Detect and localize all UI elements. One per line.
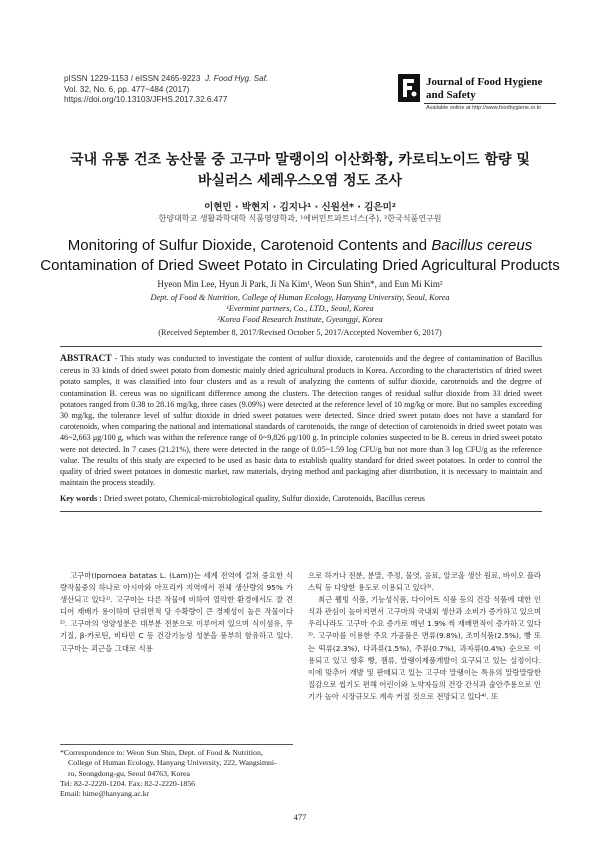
logo-divider (424, 103, 556, 104)
english-affiliations: Dept. of Food & Nutrition, College of Human Ecology, Hanyang University, Seoul, Korea ¹Evermint partners, Co., LTD., Seoul, Korea ²Korea Food Research Institute, Gyeonggi, Korea (150, 293, 450, 324)
body-paragraph: 최근 웰빙 식품, 기능성식품, 다이어트 식품 등의 건강 식품에 대한 인식과 관심이 높아지면서 고구마의 국내외 생산과 소비가 증가하고 있으며 우리나라도 고구마 수요 증가로 매년 1.9% 씩 재배면적이 증가하고 있다³⁾. 고구마를 이용한 주요 가공품은 면류(9.8%), 조미식품(2.5%), 빵 또는 떡류(2.3%), 다과류(1.5%), 주류(0.7%), 과자류(0.4%) 순으로 이용되고 있고 향후 빵, 잼류, 말랭이제품개발이 요구되고 있는 실정이다. 이에 맞추어 개발 및 판매되고 있는 고구마 말랭이는 특유의 말랑말랑한 질감으로 씹기도 편해 어린이와 노약자들의 건강 간식과 술안주용으로 인기가 높아 시장규모도 계속 커질 것으로 전망되고 있다⁴⁾. 또 (308, 595, 541, 701)
journal-abbr: J. Food Hyg. Saf. (204, 74, 269, 83)
doi-link[interactable]: https://doi.org/10.13103/JFHS.2017.32.6.477 (64, 95, 228, 104)
journal-logo-icon (398, 74, 420, 102)
abstract-section (60, 346, 542, 512)
english-authors: Hyeon Min Lee, Hyun Ji Park, Ji Na Kim¹, Weon Sun Shin*, and Eun Mi Kim² (157, 279, 443, 289)
issn: pISSN 1229-1153 / eISSN 2465-9223 (64, 74, 201, 83)
received-dates: (Received September 8, 2017/Revised October 5, 2017/Accepted November 6, 2017) (158, 328, 442, 337)
body-paragraph: 으로 하거나 전분, 분말, 주정, 물엿, 음료, 알코올 생산 원료, 바이오 플라스틱 등 다양한 용도로 이용되고 있다³⁾. (308, 571, 541, 593)
journal-url[interactable]: Available online at http://www.foodhygiene.or.kr (426, 105, 542, 111)
body-column-right (308, 570, 541, 703)
body-column-left (60, 570, 293, 655)
korean-affiliations: 한양대학교 생활과학대학 식품영양학과, ¹에버민트파트너스(주), ²한국식품연구원 (158, 214, 442, 223)
abstract-label: ABSTRACT (60, 354, 112, 364)
english-title: Monitoring of Sulfur Dioxide, Carotenoid Contents and Bacillus cereus Contamination of Dried Sweet Potato in Circulating Dried Agricultural Products (40, 237, 560, 274)
page-number: 477 (293, 812, 307, 822)
journal-logo (398, 74, 558, 114)
volume-info: Vol. 32, No. 6, pp. 477~484 (2017) (64, 84, 190, 94)
correspondence-footnote: *Correspondence to: Weon Sun Shin, Dept. of Food & Nutrition, College of Human Ecology, Hanyang University, 222, Wangsimni- ro, Seongdong-gu, Seoul 04763, Korea Tel: 82-2-2220-1204. Fax: 82-2-2220-1856 Email: hime@hanyang.ac.kr (60, 744, 293, 799)
journal-name: Journal of Food Hygiene and Safety (426, 76, 543, 101)
keywords: Key words : Dried sweet potato, Chemical-microbiological quality, Sulfur dioxide, Carotenoids, Bacillus cereus (60, 494, 425, 504)
journal-header-info (64, 74, 268, 106)
body-paragraph: 고구마(Ipomoea batatas L. (Lam))는 세계 전역에 걸쳐 중요한 식량작물중의 하나로 아시아와 아프리카 지역에서 전체 생산량의 95% 가 생산되고 있다¹⁾. 고구마는 다른 작물에 비하여 열악한 환경에서도 잘 견디어 재배가 용이하며 단위면적 당 수확량이 큰 경제성이 높은 작물이다²⁾. 고구마의 영양성분은 대부분 전분으로 이루어져 있으며 식이섬유, 무기질, β-카로틴, 비타민 C 등 건강기능성 성분을 풍부히 함유하고 있다. 고구마는 괴근을 그대로 식용 (60, 571, 293, 653)
abstract-text: ABSTRACT - This study was conducted to investigate the content of sulfur dioxide, carotenoids and the degree of contamination of Bacillus cereus in 33 kinds of dried sweet potato from domestic mainly dried agricultural products in Korea. According to the characteristics of dried sweet potato samples, it was classified into four clusters and as a result of analyzing the contents of sulfur dioxide, carotenoids and the degree of contamination B. cereus was no significant difference among the clusters. The detection ranges of residual sulfur dioxide from 33 dried sweet potatoes ranged from 0.38 to 28.16 mg/kg, three cases (9.09%) were detected at the reference level of 10 mg/kg or more. But no samples exceeding 30 mg/kg, the tolerance level of sulfur dioxide in dried sweet potatoes were detected. Since dried sweet potato does not have a standard for carotenoids, when comparing the national and international standards of carotenoids, the range of detection of carotenoids in dried sweet potato was 46~2,663 μg/100 g, which was within the reference range of 0~9,826 μg/100 g. In principle colonies suspected to be B. cereus in dried sweet potato were not detected. In 7 cases (21.21%), there were detected in the range of 0.05~1.59 log CFU/g but not more than 3 log CFU/g as the reference value. The results of this study are expected to be used as basic data to establish quality standard for dried sweet potatoes. In order to control the quality of dried sweet potatoes in domestic market, raw materials, drying method and packaging after distribution, it is necessary to maintain and maintain the process steadily. (60, 354, 542, 488)
korean-title: 국내 유통 건조 농산물 중 고구마 말랭이의 이산화황, 카로티노이드 함량 및 바실러스 세레우스오염 정도 조사 (70, 152, 530, 189)
korean-authors: 이현민 · 박현지 · 김지나¹ · 신원선* · 김은미² (204, 202, 396, 213)
